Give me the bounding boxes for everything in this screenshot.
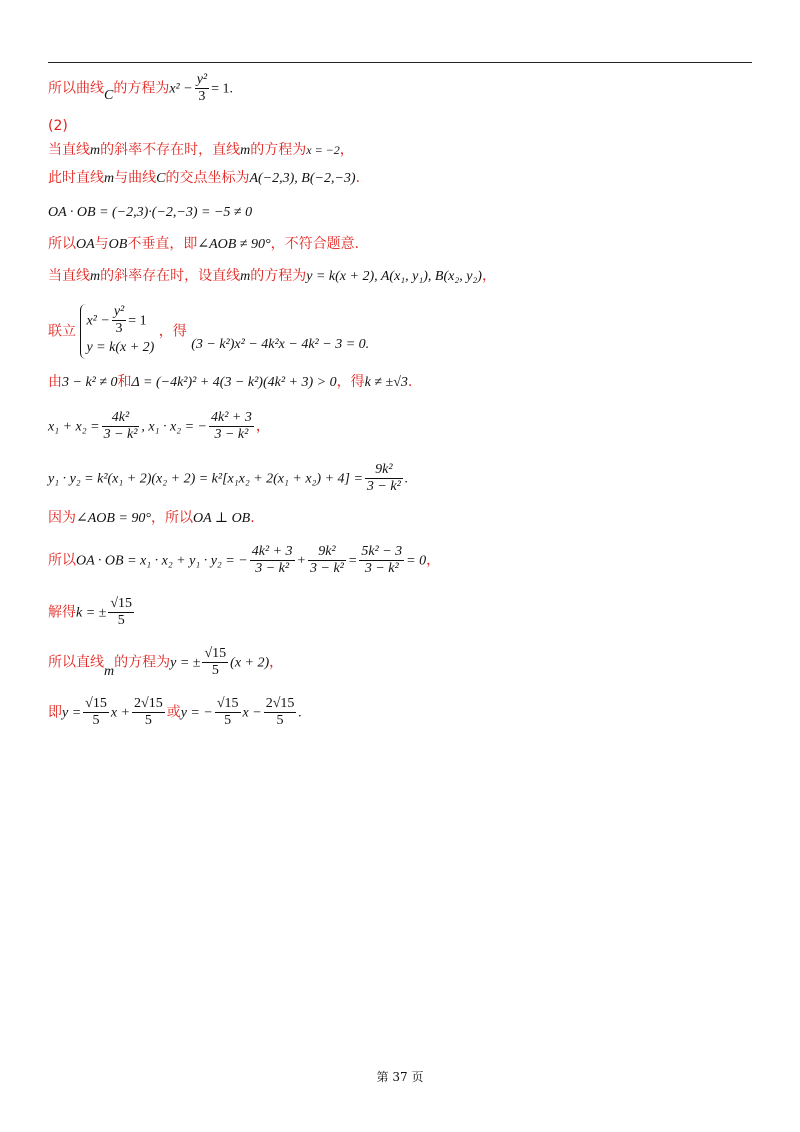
text-line — [48, 168, 360, 189]
fraction — [202, 646, 228, 679]
math-segment: , x₁ · x₂ = − — [141, 419, 207, 435]
text-segment: ，得 — [336, 374, 365, 390]
math-segment: x₁ + x₂ = — [48, 419, 100, 435]
fraction-denominator: 3 − k² — [310, 561, 344, 576]
fraction — [195, 72, 209, 105]
math-segment: ∠AOB ≠ 90° — [197, 237, 271, 252]
text-segment: 当直线 — [48, 142, 90, 158]
section-number: (2) — [48, 118, 68, 134]
math-segment: k ≠ ±√3 — [364, 375, 408, 390]
text-segment: . — [355, 170, 361, 186]
fraction-numerator: √15 — [85, 696, 107, 711]
text-line — [48, 372, 412, 393]
math-segment: x² − — [169, 81, 193, 97]
text-line — [48, 72, 233, 105]
math-segment: x + — [110, 705, 131, 721]
text-segment: ，不符合题意. — [270, 236, 360, 252]
text-segment: 所以曲线 — [48, 80, 104, 97]
math-segment: OB — [108, 237, 128, 252]
math-segment: = — [347, 553, 358, 569]
text-line — [48, 234, 359, 255]
text-line — [48, 462, 408, 495]
math-segment: Δ = (−4k²)² + 4(3 − k²)(4k² + 3) > 0 — [131, 375, 337, 390]
math-segment: = 1 — [128, 313, 147, 329]
math-segment: x − — [242, 705, 262, 721]
fraction-denominator: 3 — [198, 89, 206, 104]
text-segment: 所以 — [48, 552, 76, 569]
fraction-denominator: 5 — [92, 713, 100, 728]
text-segment: ， — [255, 418, 270, 435]
math-segment: + — [296, 553, 306, 569]
math-segment: OA · OB = x₁ · x₂ + y₁ · y₂ = − — [76, 553, 248, 569]
text-segment: 不垂直，即 — [127, 236, 198, 252]
fraction-numerator: √15 — [216, 696, 239, 711]
math-segment: y = ± — [170, 655, 201, 671]
text-segment: ，所以 — [151, 510, 193, 526]
system-row — [86, 304, 154, 337]
page-number: 第 37 页 — [376, 1070, 424, 1084]
fraction — [215, 696, 241, 729]
text-segment: 的交点坐标为 — [165, 170, 250, 186]
fraction-numerator: 5k² − 3 — [361, 544, 403, 559]
text-segment: ， — [426, 552, 441, 569]
fraction-denominator: 5 — [117, 613, 125, 628]
math-segment: = 1. — [211, 81, 234, 97]
math-segment: OA · OB = (−2,3)·(−2,−3) = −5 ≠ 0 — [48, 205, 253, 220]
math-segment: A(−2,3), B(−2,−3) — [249, 171, 356, 186]
fraction-denominator: 3 — [115, 321, 123, 336]
math-segment: = 0 — [406, 553, 427, 569]
fraction-numerator: 4k² + 3 — [210, 410, 252, 425]
text-segment: 与 — [94, 236, 109, 252]
fraction — [83, 696, 109, 729]
fraction — [250, 544, 295, 577]
math-segment: m — [104, 171, 115, 186]
fraction-denominator: 5 — [144, 713, 152, 728]
fraction — [264, 696, 297, 729]
fraction — [132, 696, 165, 729]
text-segment: 当直线 — [48, 268, 90, 284]
fraction-numerator: 2√15 — [134, 696, 163, 711]
header-rule — [48, 62, 752, 63]
fraction-numerator: 9k² — [308, 544, 346, 561]
text-segment: 的斜率不存在时，直线 — [100, 142, 241, 158]
text-segment: 的方程为 — [113, 80, 170, 97]
fraction-denominator: 3 − k² — [103, 427, 138, 442]
math-segment: m — [104, 663, 115, 679]
math-segment: . — [404, 471, 409, 487]
fraction-denominator: 5 — [211, 663, 219, 678]
math-segment: k = ± — [76, 605, 107, 621]
math-segment: (3 − k²)x² − 4k²x − 4k² − 3 = 0. — [191, 336, 370, 352]
text-segment: 或 — [166, 704, 181, 721]
text-line — [48, 202, 252, 223]
fraction-numerator: √15 — [110, 596, 133, 611]
math-segment: C — [104, 87, 114, 103]
text-line — [48, 508, 255, 529]
text-line — [48, 304, 369, 359]
text-segment: 的方程为 — [250, 142, 307, 158]
text-line — [48, 140, 354, 161]
math-segment: m — [240, 269, 251, 284]
text-segment: 因为 — [48, 510, 76, 526]
text-line — [48, 696, 302, 729]
math-segment: m — [90, 269, 101, 284]
text-segment: 由 — [48, 374, 62, 390]
fraction-numerator: y² — [196, 72, 208, 87]
text-segment: 即 — [48, 704, 62, 721]
fraction-numerator: 4k² + 3 — [251, 544, 293, 559]
text-segment: 此时直线 — [48, 170, 104, 186]
math-segment: m — [240, 143, 251, 158]
fraction — [308, 544, 346, 577]
text-segment: 的方程为 — [114, 654, 171, 671]
math-segment: (x + 2) — [230, 655, 270, 671]
text-segment: 的斜率存在时，设直线 — [100, 268, 241, 284]
text-line — [48, 544, 440, 577]
fraction-numerator: 2√15 — [265, 696, 295, 711]
text-segment: 联立 — [48, 323, 76, 340]
math-segment: 3 − k² ≠ 0 — [62, 375, 118, 390]
math-segment: m — [90, 143, 101, 158]
system-row: y = k(x + 2) — [86, 340, 155, 355]
text-segment: 的方程为 — [250, 268, 307, 284]
math-segment: y = — [62, 705, 82, 721]
fraction-denominator: 3 − k² — [255, 561, 290, 576]
text-segment: 解得 — [48, 604, 76, 621]
fraction-denominator: 3 − k² — [364, 561, 399, 576]
text-segment: ， — [481, 268, 496, 284]
fraction-denominator: 3 − k² — [214, 427, 249, 442]
math-segment: ∠AOB = 90° — [76, 511, 151, 526]
fraction — [108, 596, 134, 629]
fraction-denominator: 5 — [224, 713, 232, 728]
fraction-denominator: 5 — [276, 713, 284, 728]
text-line — [48, 596, 136, 629]
math-segment: OA — [76, 237, 95, 252]
text-line — [48, 266, 496, 287]
text-line — [48, 646, 283, 679]
text-segment: 和 — [117, 374, 132, 390]
math-segment: C — [156, 171, 166, 186]
fraction-denominator: 3 − k² — [366, 479, 401, 494]
fraction — [102, 410, 140, 443]
text-segment: . — [407, 374, 413, 390]
text-line — [48, 116, 68, 136]
fraction — [359, 544, 404, 577]
math-segment: y = k(x + 2), A(x₁, y₁), B(x₂, y₂) — [306, 269, 482, 284]
text-segment: 所以直线 — [48, 654, 104, 671]
text-segment: . — [250, 510, 255, 526]
fraction — [112, 304, 126, 337]
math-segment: x² − — [86, 313, 110, 329]
text-segment: ，得 — [158, 323, 187, 340]
math-segment: x = −2 — [306, 143, 340, 157]
fraction — [209, 410, 254, 443]
text-segment: 所以 — [48, 236, 76, 252]
fraction-numerator: 9k² — [365, 462, 403, 479]
math-segment: OA ⊥ OB — [193, 511, 251, 526]
fraction — [365, 462, 403, 495]
math-segment: y = − — [180, 705, 213, 721]
math-segment: . — [298, 705, 302, 721]
math-segment: y₁ · y₂ = k²(x₁ + 2)(x₂ + 2) = k²[x₁x₂ + 2(x₁ + x₂) + 4] = — [48, 471, 363, 487]
text-segment: 与曲线 — [114, 170, 157, 186]
equation-system — [80, 304, 154, 359]
text-segment: ， — [269, 654, 284, 671]
fraction-numerator: 4k² — [102, 410, 140, 427]
text-segment: ， — [339, 142, 354, 158]
text-line — [48, 410, 270, 443]
fraction-numerator: √15 — [204, 646, 227, 661]
fraction-numerator: y² — [113, 304, 125, 319]
